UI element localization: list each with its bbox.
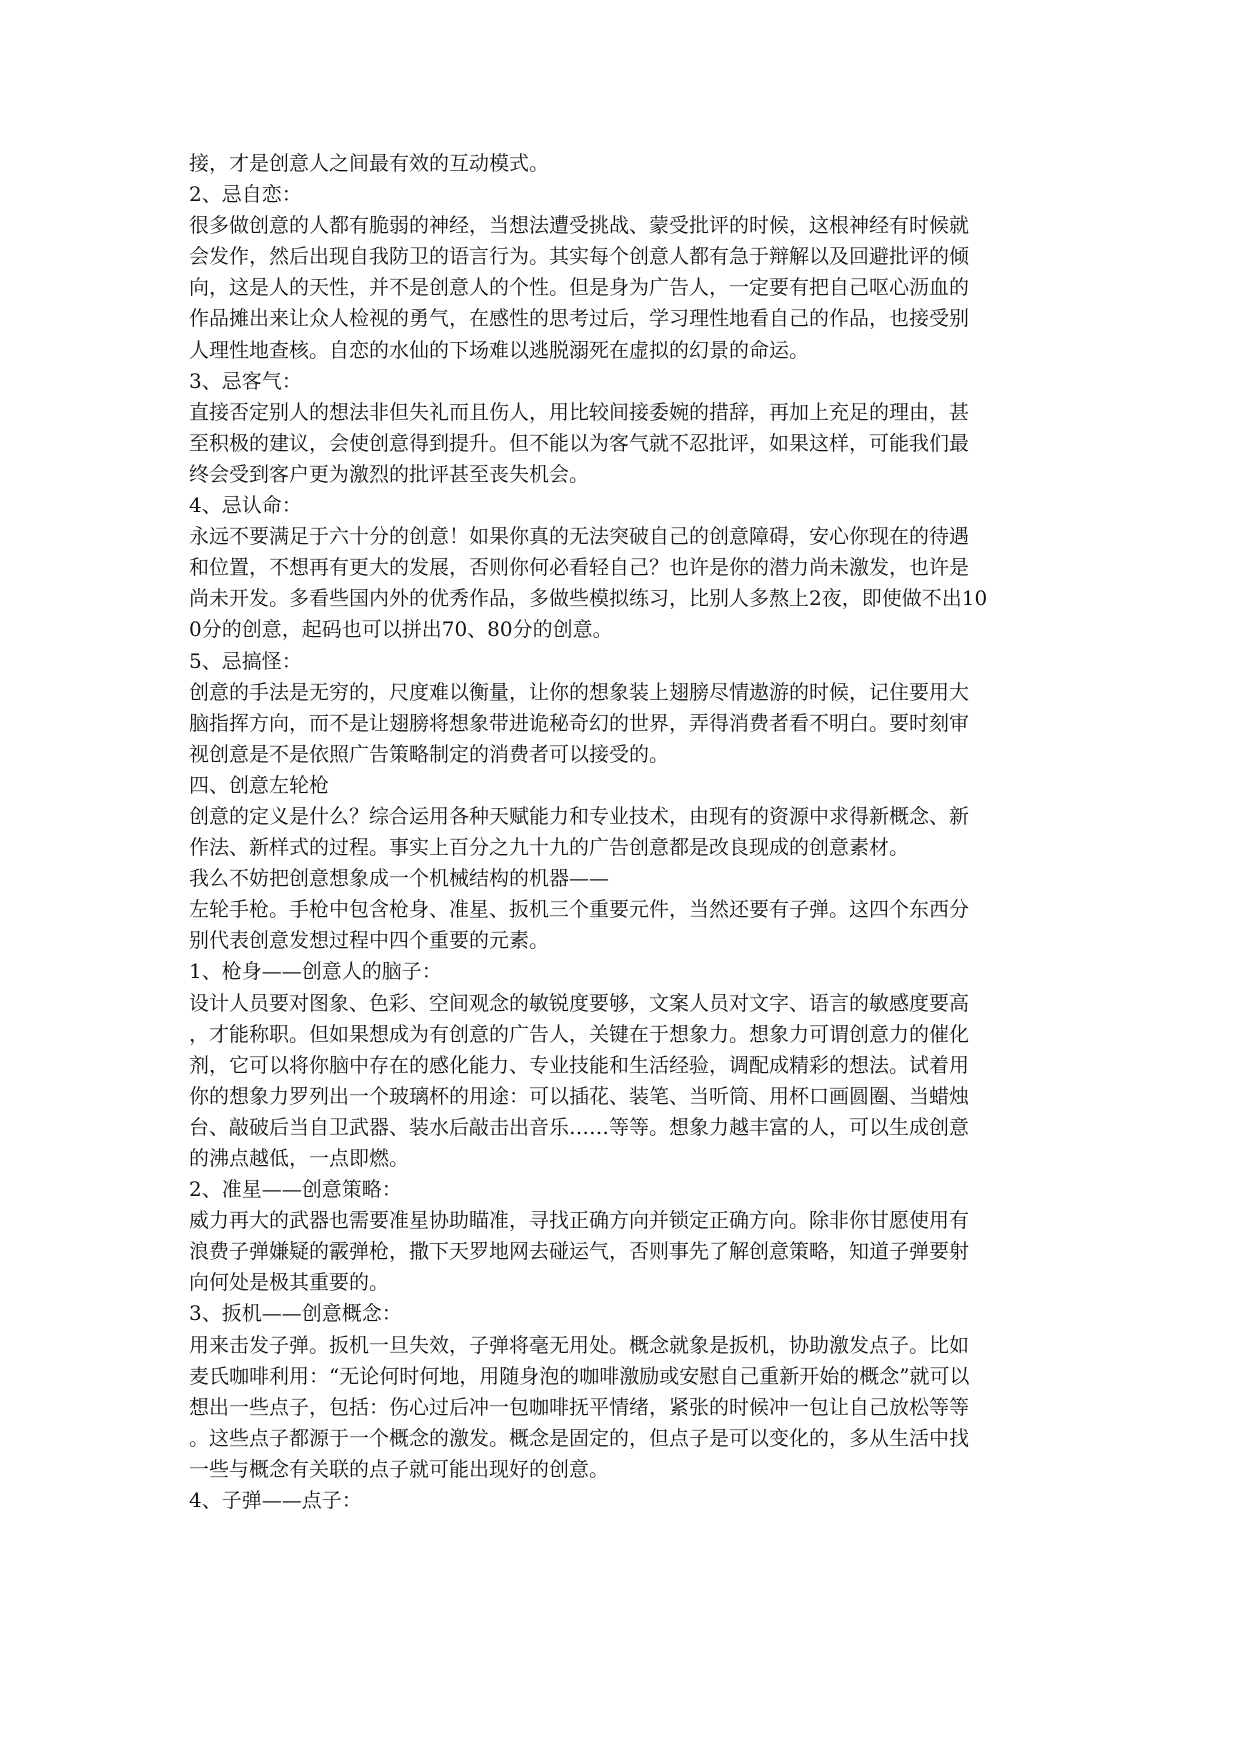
- text-line: 剂，它可以将你脑中存在的感化能力、专业技能和生活经验，调配成精彩的想法。试着用: [189, 1052, 969, 1077]
- text-line: 人理性地查核。自恋的水仙的下场难以逃脱溺死在虚拟的幻景的命运。: [189, 337, 809, 362]
- text-line: 创意的手法是无穷的，尺度难以衡量，让你的想象装上翅膀尽情遨游的时候，记住要用大: [189, 679, 969, 704]
- text-line: 脑指挥方向，而不是让翅膀将想象带进诡秘奇幻的世界，弄得消费者看不明白。要时刻审: [189, 710, 969, 735]
- text-line: 视创意是不是依照广告策略制定的消费者可以接受的。: [189, 741, 669, 766]
- text-line: 0分的创意，起码也可以拼出70、80分的创意。: [189, 617, 613, 642]
- section-heading: 1、枪身——创意人的脑子：: [189, 959, 442, 984]
- text-line: 威力再大的武器也需要准星协助瞄准，寻找正确方向并锁定正确方向。除非你甘愿使用有: [189, 1208, 969, 1233]
- text-line: 接，才是创意人之间最有效的互动模式。: [189, 151, 549, 175]
- text-line: 麦氏咖啡利用：“无论何时何地，用随身泡的咖啡激励或安慰自己重新开始的概念”就可以: [189, 1363, 970, 1388]
- text-line: 直接否定别人的想法非但失礼而且伤人，用比较间接委婉的措辞，再加上充足的理由，甚: [189, 399, 969, 424]
- text-line: ，才能称职。但如果想成为有创意的广告人，关键在于想象力。想象力可谓创意力的催化: [189, 1021, 969, 1046]
- text-line: 想出一些点子，包括：伤心过后冲一包咖啡抚平情绪，紧张的时候冲一包让自己放松等等: [189, 1394, 969, 1419]
- text-line: 很多做创意的人都有脆弱的神经，当想法遭受挑战、蒙受批评的时候，这根神经有时候就: [189, 213, 969, 238]
- text-line: 至积极的建议，会使创意得到提升。但不能以为客气就不忍批评，如果这样，可能我们最: [189, 430, 969, 455]
- text-line: 终会受到客户更为激烈的批评甚至丧失机会。: [189, 461, 589, 486]
- text-line: 用来击发子弹。扳机一旦失效，子弹将毫无用处。概念就象是扳机，协助激发点子。比如: [189, 1332, 969, 1357]
- text-line: 别代表创意发想过程中四个重要的元素。: [189, 928, 549, 953]
- text-line: 永远不要满足于六十分的创意！如果你真的无法突破自己的创意障碍，安心你现在的待遇: [189, 524, 969, 549]
- text-line: 的沸点越低，一点即燃。: [189, 1146, 409, 1170]
- text-line: 你的想象力罗列出一个玻璃杯的用途：可以插花、装笔、当听筒、用杯口画圆圈、当蜡烛: [189, 1083, 969, 1108]
- section-heading: 3、忌客气：: [189, 368, 302, 393]
- text-line: 一些与概念有关联的点子就可能出现好的创意。: [189, 1456, 609, 1481]
- section-heading: 4、忌认命：: [189, 493, 302, 518]
- text-line: 设计人员要对图象、色彩、空间观念的敏锐度要够，文案人员对文字、语言的敏感度要高: [189, 990, 969, 1015]
- text-line: 和位置，不想再有更大的发展，否则你何必看轻自己？也许是你的潜力尚未激发，也许是: [189, 555, 969, 580]
- text-line: 创意的定义是什么？综合运用各种天赋能力和专业技术，由现有的资源中求得新概念、新: [189, 803, 969, 828]
- section-heading: 4、子弹——点子：: [189, 1488, 362, 1513]
- text-line: 向何处是极其重要的。: [189, 1270, 389, 1295]
- chapter-heading: 四、创意左轮枪: [189, 772, 329, 797]
- section-heading: 3、扳机——创意概念：: [189, 1301, 402, 1326]
- text-line: 浪费子弹嫌疑的霰弹枪，撒下天罗地网去碰运气，否则事先了解创意策略，知道子弹要射: [189, 1239, 969, 1264]
- text-line: 作品摊出来让众人检视的勇气，在感性的思考过后，学习理性地看自己的作品，也接受别: [189, 306, 969, 331]
- text-line: 。这些点子都源于一个概念的激发。概念是固定的，但点子是可以变化的，多从生活中找: [189, 1425, 969, 1450]
- section-heading: 5、忌搞怪：: [189, 648, 302, 673]
- text-line: 左轮手枪。手枪中包含枪身、准星、扳机三个重要元件，当然还要有子弹。这四个东西分: [189, 897, 969, 922]
- text-line: 我么不妨把创意想象成一个机械结构的机器——: [189, 866, 609, 891]
- text-line: 向，这是人的天性，并不是创意人的个性。但是身为广告人，一定要有把自己呕心沥血的: [189, 275, 969, 300]
- text-line: 作法、新样式的过程。事实上百分之九十九的广告创意都是改良现成的创意素材。: [189, 835, 909, 860]
- section-heading: 2、忌自恋：: [189, 182, 302, 207]
- document-body: [189, 148, 1051, 1516]
- text-line: 会发作，然后出现自我防卫的语言行为。其实每个创意人都有急于辩解以及回避批评的倾: [189, 244, 969, 269]
- section-heading: 2、准星——创意策略：: [189, 1177, 402, 1202]
- text-line: 尚未开发。多看些国内外的优秀作品，多做些模拟练习，比别人多熬上2夜，即使做不出10: [189, 586, 988, 611]
- text-line: 台、敲破后当自卫武器、装水后敲击出音乐……等等。想象力越丰富的人，可以生成创意: [189, 1114, 969, 1139]
